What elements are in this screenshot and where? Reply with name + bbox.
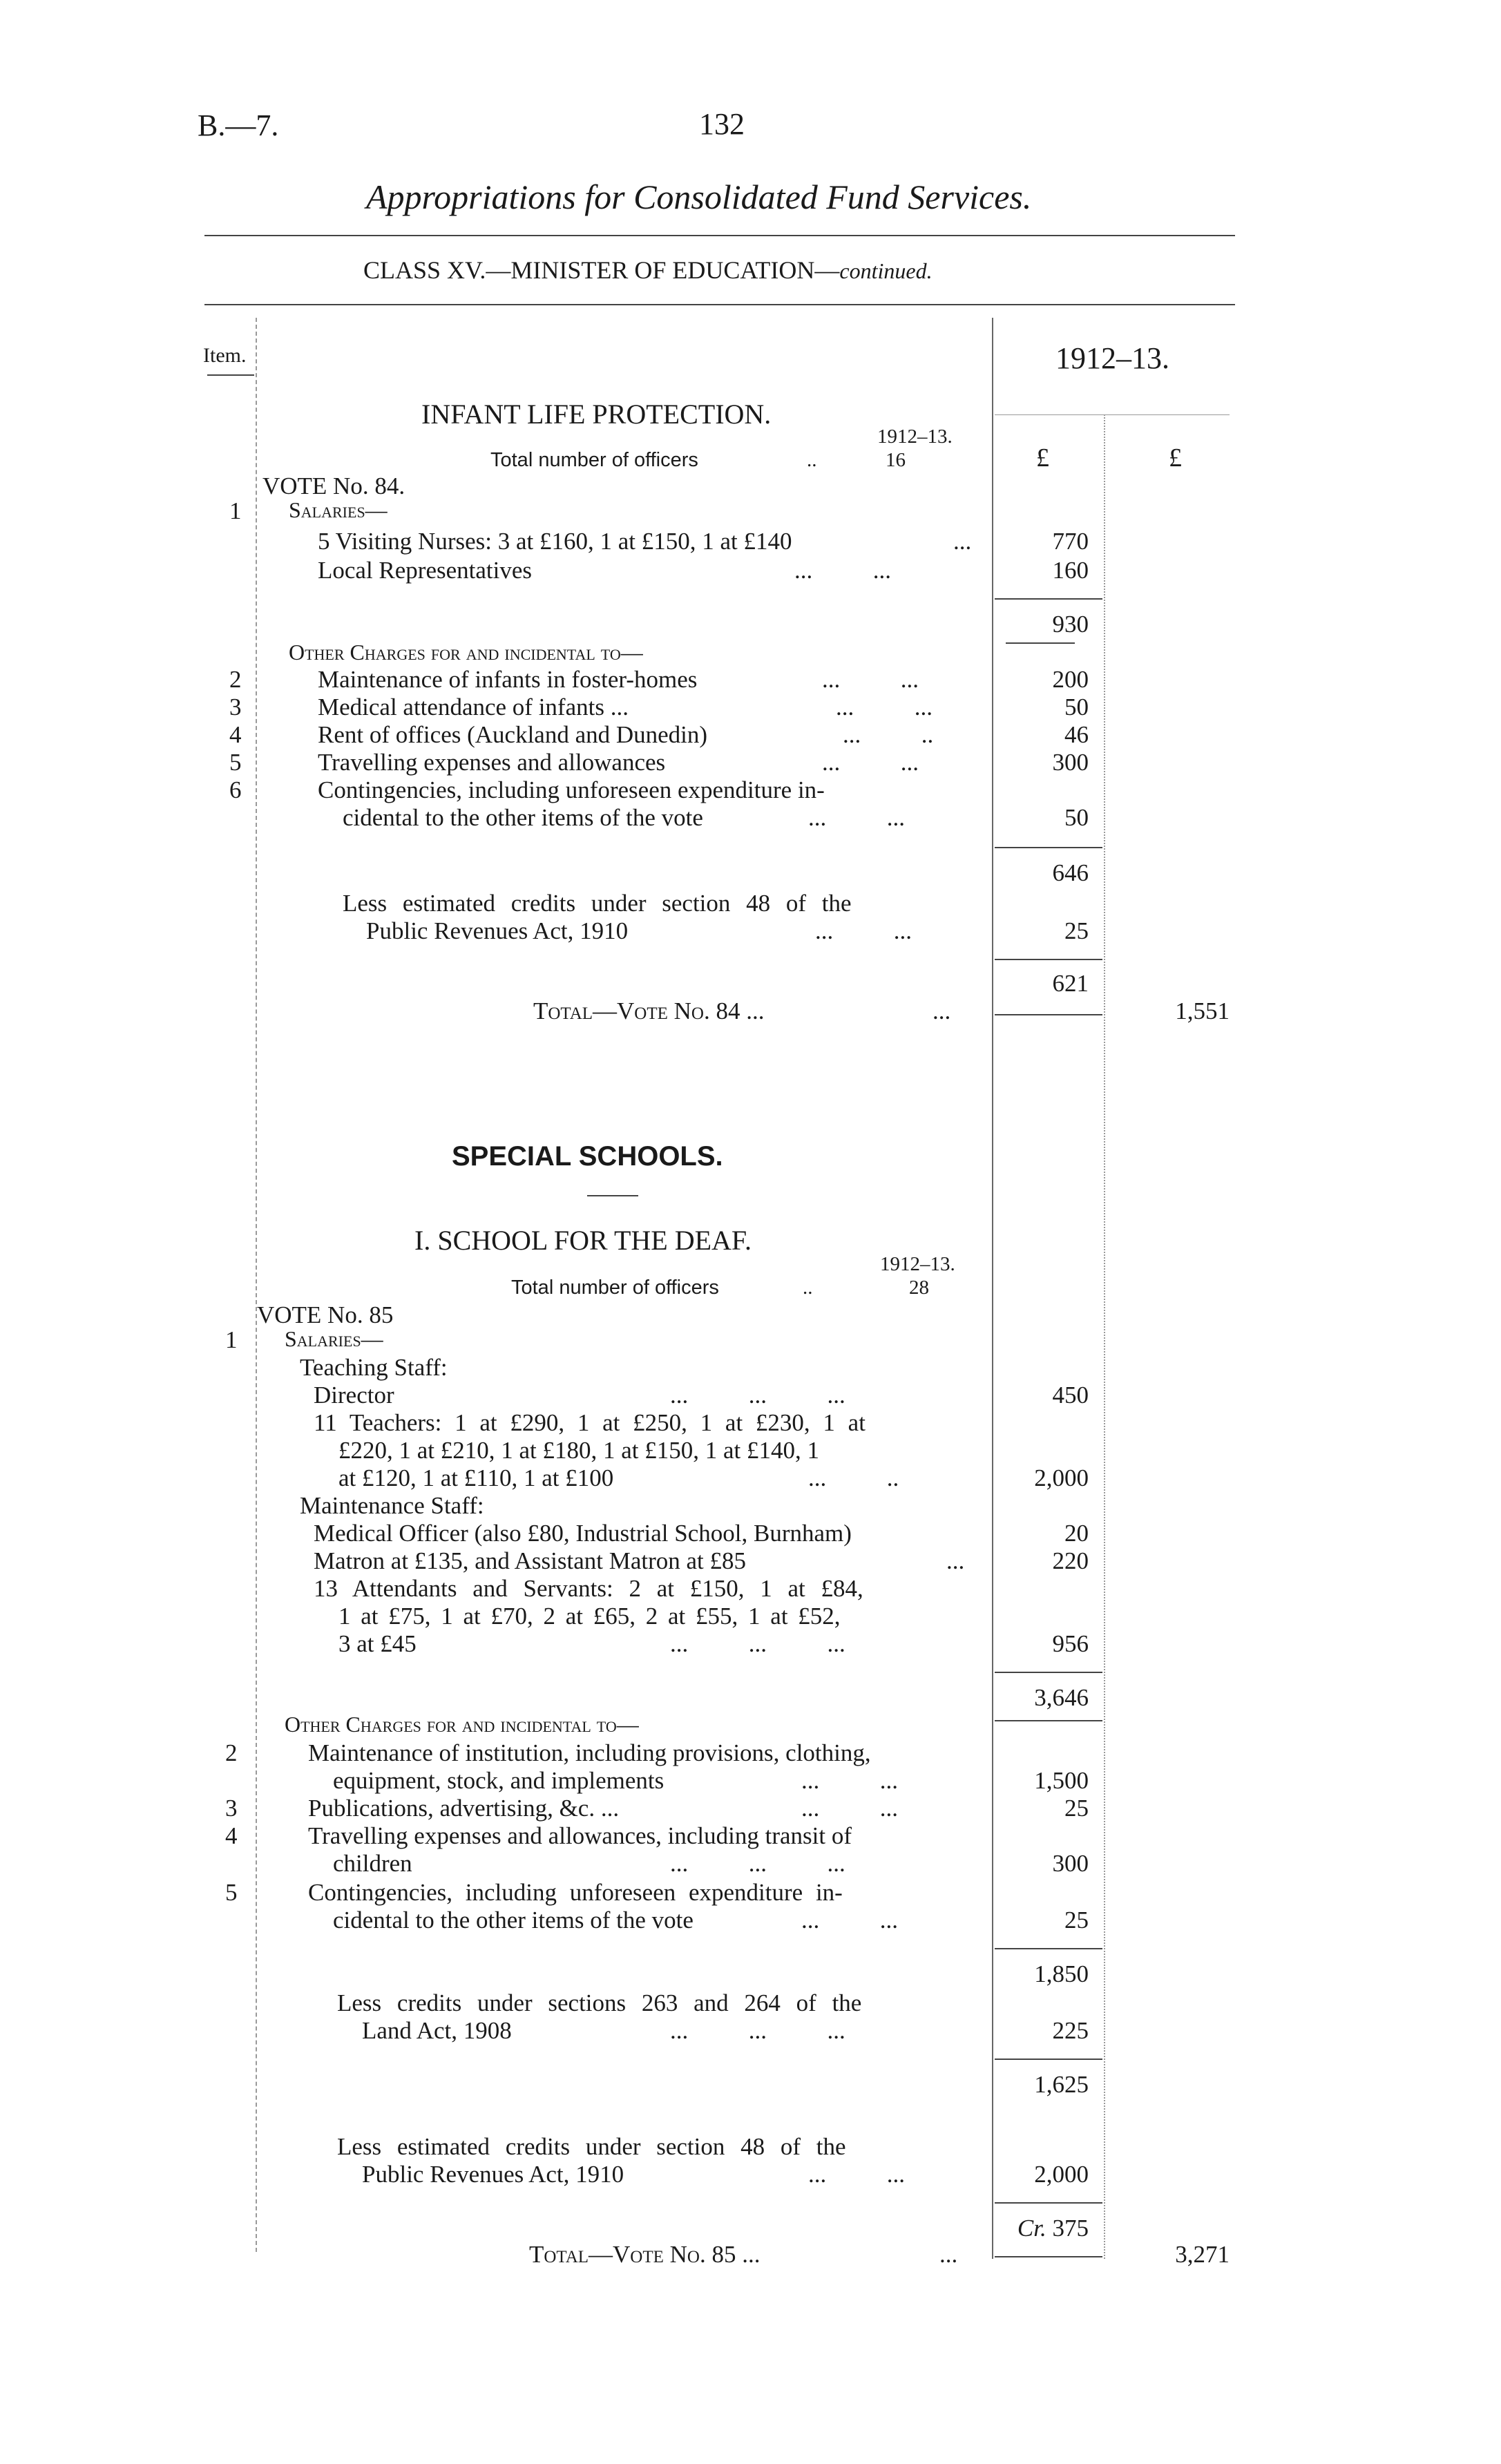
deaf-attendants-line1: 13 Attendants and Servants: 2 at £150, 1 at £84, (314, 1575, 863, 1602)
document-reference: B.—7. (198, 108, 279, 142)
deaf-maintenance-staff-heading: Maintenance Staff: (300, 1492, 484, 1519)
deaf-land-credits-line1: Less credits under sections 263 and 264 of the (337, 1989, 862, 2016)
infant-item-dots-2: ... ... (822, 666, 919, 693)
deaf-subtotal2-amount: 1,850 (1034, 1960, 1089, 1987)
deaf-subtotal2-rule (995, 1948, 1102, 1949)
deaf-maintenance-amount: 1,500 (1034, 1767, 1089, 1794)
item-column-header: Item. (203, 344, 247, 367)
amount-column-divider (992, 318, 993, 2259)
infant-contingencies-continued: cidental to the other items of the vote (343, 804, 703, 831)
page-number: 132 (699, 107, 745, 141)
deaf-net-rule (995, 2202, 1102, 2204)
infant-item-amount-3: 50 (1064, 694, 1089, 720)
infant-total-dots: ... (933, 997, 951, 1024)
deaf-matron-amount: 220 (1052, 1547, 1089, 1574)
year-column-header: 1912–13. (1055, 341, 1169, 375)
class-rule (204, 304, 1235, 305)
deaf-less-credits-amount: 2,000 (1034, 2161, 1089, 2188)
deaf-contingencies-dots: ... ... (801, 1907, 898, 1933)
deaf-travelling-number: 4 (225, 1822, 238, 1849)
infant-salaries-item: 1 (229, 497, 242, 524)
deaf-contingencies-number: 5 (225, 1879, 238, 1906)
infant-item-number-5: 5 (229, 749, 242, 776)
infant-subtotal1-underline (1006, 642, 1075, 644)
deaf-less-credits-line1: Less estimated credits under section 48 of the (337, 2133, 846, 2160)
deaf-contingencies-amount: 25 (1064, 1907, 1089, 1933)
deaf-teachers-dots: ... .. (808, 1464, 899, 1491)
deaf-officers-dots: .. (803, 1277, 813, 1299)
infant-item-dots-5: ... ... (822, 749, 919, 776)
infant-nurses-text: 5 Visiting Nurses: 3 at £160, 1 at £150, 1 at £140 (318, 528, 792, 555)
infant-vote-number: VOTE No. 84. (262, 472, 405, 499)
class-heading-continued: continued. (839, 258, 933, 283)
infant-item-amount-5: 300 (1052, 749, 1089, 776)
deaf-subtotal1-underline (995, 1720, 1102, 1721)
deaf-director-dots: ... ... ... (670, 1382, 845, 1408)
deaf-vote-number: VOTE No. 85 (257, 1301, 394, 1328)
deaf-total-dots: ... (939, 2241, 958, 2268)
deaf-maintenance-dots: ... ... (801, 1767, 898, 1794)
infant-salaries-heading: Salaries— (289, 497, 388, 522)
deaf-land-credits-amount: 225 (1052, 2017, 1089, 2044)
infant-item-number-4: 4 (229, 721, 242, 748)
infant-less-credits-line1: Less estimated credits under section 48 of the (343, 890, 852, 917)
infant-total-amount: 1,551 (1175, 997, 1230, 1024)
deaf-publications-text: Publications, advertising, &c. ... (308, 1795, 620, 1822)
infant-item-amount-2: 200 (1052, 666, 1089, 693)
deaf-teachers-line2: £220, 1 at £210, 1 at £180, 1 at £150, 1 at £140, 1 (338, 1437, 820, 1464)
deaf-teachers-line1: 11 Teachers: 1 at £290, 1 at £250, 1 at £230, 1 at (314, 1409, 866, 1436)
deaf-teachers-line3: at £120, 1 at £110, 1 at £100 (338, 1464, 614, 1491)
infant-subtotal2-amount: 646 (1052, 859, 1089, 886)
deaf-salaries-item: 1 (225, 1326, 238, 1353)
infant-total-label: Total—Vote No. 84 ... (533, 997, 765, 1024)
infant-officers-label: Total number of officers (490, 449, 698, 471)
deaf-subtotal3-rule (995, 2059, 1102, 2060)
infant-local-reps-amount: 160 (1052, 557, 1089, 584)
deaf-attendants-line3: 3 at £45 (338, 1630, 417, 1657)
deaf-contingencies-line1: Contingencies, including unforeseen expenditure in- (308, 1879, 843, 1906)
deaf-net-amount (988, 2216, 1089, 2240)
infant-item-number-6: 6 (229, 776, 242, 803)
pound-sign-column-1: £ (1036, 443, 1049, 472)
infant-section-title: INFANT LIFE PROTECTION. (421, 399, 772, 430)
deaf-contingencies-line2: cidental to the other items of the vote (333, 1907, 694, 1933)
deaf-net-value: 375 (1052, 2215, 1089, 2242)
infant-item-number-3: 3 (229, 694, 242, 720)
infant-item-text-5: Travelling expenses and allowances (318, 749, 666, 776)
infant-less-credits-amount: 25 (1064, 917, 1089, 944)
deaf-attendants-amount: 956 (1052, 1630, 1089, 1657)
deaf-school-subtitle: I. SCHOOL FOR THE DEAF. (414, 1225, 752, 1256)
class-heading-text: CLASS XV.—MINISTER OF EDUCATION— (363, 256, 840, 284)
deaf-attendants-line2: 1 at £75, 1 at £70, 2 at £65, 2 at £55, 1 at £52, (338, 1603, 841, 1630)
infant-total-rule (995, 1014, 1102, 1015)
deaf-travelling-dots: ... ... ... (670, 1850, 845, 1877)
subtotal-column-divider (1104, 414, 1105, 2259)
infant-officers-dots: .. (807, 449, 817, 471)
deaf-matron-text: Matron at £135, and Assistant Matron at £85 (314, 1547, 747, 1574)
infant-item-dots-4: ... .. (843, 721, 934, 748)
deaf-officers-label: Total number of officers (511, 1277, 719, 1299)
deaf-publications-dots: ... ... (801, 1795, 898, 1822)
deaf-officers-count: 28 (909, 1277, 929, 1299)
infant-subtotal1-amount: 930 (1052, 611, 1089, 638)
infant-other-charges-heading: Other Charges for and incidental to— (289, 640, 643, 665)
deaf-medical-officer-amount: 20 (1064, 1520, 1089, 1547)
deaf-other-charges-heading: Other Charges for and incidental to— (285, 1712, 639, 1737)
page-title: Appropriations for Consolidated Fund Services. (366, 178, 1032, 216)
infant-subtotal2-rule (995, 847, 1102, 848)
deaf-publications-number: 3 (225, 1795, 238, 1822)
infant-item-amount-4: 46 (1064, 721, 1089, 748)
pound-sign-column-2: £ (1169, 443, 1182, 472)
special-schools-title: SPECIAL SCHOOLS. (452, 1141, 723, 1172)
special-schools-title-rule (587, 1195, 638, 1196)
infant-item-text-4: Rent of offices (Auckland and Dunedin) (318, 721, 708, 748)
deaf-maintenance-number: 2 (225, 1739, 238, 1766)
deaf-travelling-line2: children (333, 1850, 412, 1877)
infant-nurses-dots: ... (953, 528, 972, 555)
infant-subtotal1-rule (995, 598, 1102, 600)
deaf-subtotal1-rule (995, 1672, 1102, 1673)
infant-item-number-2: 2 (229, 666, 242, 693)
deaf-matron-dots: ... (946, 1547, 965, 1574)
deaf-maintenance-line1: Maintenance of institution, including provisions, clothing, (308, 1739, 871, 1766)
infant-less-credits-line2: Public Revenues Act, 1910 (366, 917, 629, 944)
class-heading (363, 258, 933, 283)
deaf-publications-amount: 25 (1064, 1795, 1089, 1822)
infant-net-amount: 621 (1052, 970, 1089, 997)
deaf-maintenance-line2: equipment, stock, and implements (333, 1767, 665, 1794)
deaf-land-credits-line2: Land Act, 1908 (362, 2017, 512, 2044)
deaf-teaching-staff-heading: Teaching Staff: (300, 1354, 448, 1381)
infant-local-reps-dots: ... ... (794, 557, 891, 584)
item-header-rule (207, 374, 254, 376)
infant-local-reps-text: Local Representatives (318, 557, 533, 584)
infant-contingencies-dots: ... ... (808, 804, 905, 831)
deaf-land-credits-dots: ... ... ... (670, 2017, 845, 2044)
item-column-divider (256, 318, 257, 2252)
infant-item-text-2: Maintenance of infants in foster-homes (318, 666, 698, 693)
deaf-total-label: Total—Vote No. 85 ... (529, 2241, 761, 2268)
infant-less-credits-dots: ... ... (815, 917, 912, 944)
deaf-less-credits-dots: ... ... (808, 2161, 905, 2188)
infant-officers-year: 1912–13. (877, 426, 953, 448)
deaf-director-text: Director (314, 1382, 394, 1408)
deaf-officers-year: 1912–13. (880, 1253, 955, 1275)
infant-item-dots-3: ... ... (836, 694, 933, 720)
deaf-subtotal3-amount: 1,625 (1034, 2071, 1089, 2098)
deaf-attendants-dots: ... ... ... (670, 1630, 845, 1657)
deaf-net-credit-prefix: Cr. (1017, 2215, 1046, 2242)
deaf-subtotal1-amount: 3,646 (1034, 1684, 1089, 1711)
deaf-teachers-amount: 2,000 (1034, 1464, 1089, 1491)
infant-contingencies-amount: 50 (1064, 804, 1089, 831)
infant-officers-count: 16 (886, 449, 906, 471)
infant-nurses-amount: 770 (1052, 528, 1089, 555)
deaf-medical-officer-text: Medical Officer (also £80, Industrial School, Burnham) (314, 1520, 852, 1547)
deaf-total-amount: 3,271 (1175, 2241, 1230, 2268)
deaf-travelling-amount: 300 (1052, 1850, 1089, 1877)
deaf-total-rule (995, 2256, 1102, 2257)
deaf-travelling-line1: Travelling expenses and allowances, including transit of (308, 1822, 852, 1849)
infant-item-text-3: Medical attendance of infants ... (318, 694, 629, 720)
year-header-rule (995, 414, 1230, 415)
infant-item-text-6: Contingencies, including unforeseen expenditure in- (318, 776, 825, 803)
infant-net-rule (995, 959, 1102, 960)
deaf-director-amount: 450 (1052, 1382, 1089, 1408)
title-rule (204, 235, 1235, 236)
deaf-less-credits-line2: Public Revenues Act, 1910 (362, 2161, 624, 2188)
deaf-salaries-heading: Salaries— (285, 1326, 383, 1351)
